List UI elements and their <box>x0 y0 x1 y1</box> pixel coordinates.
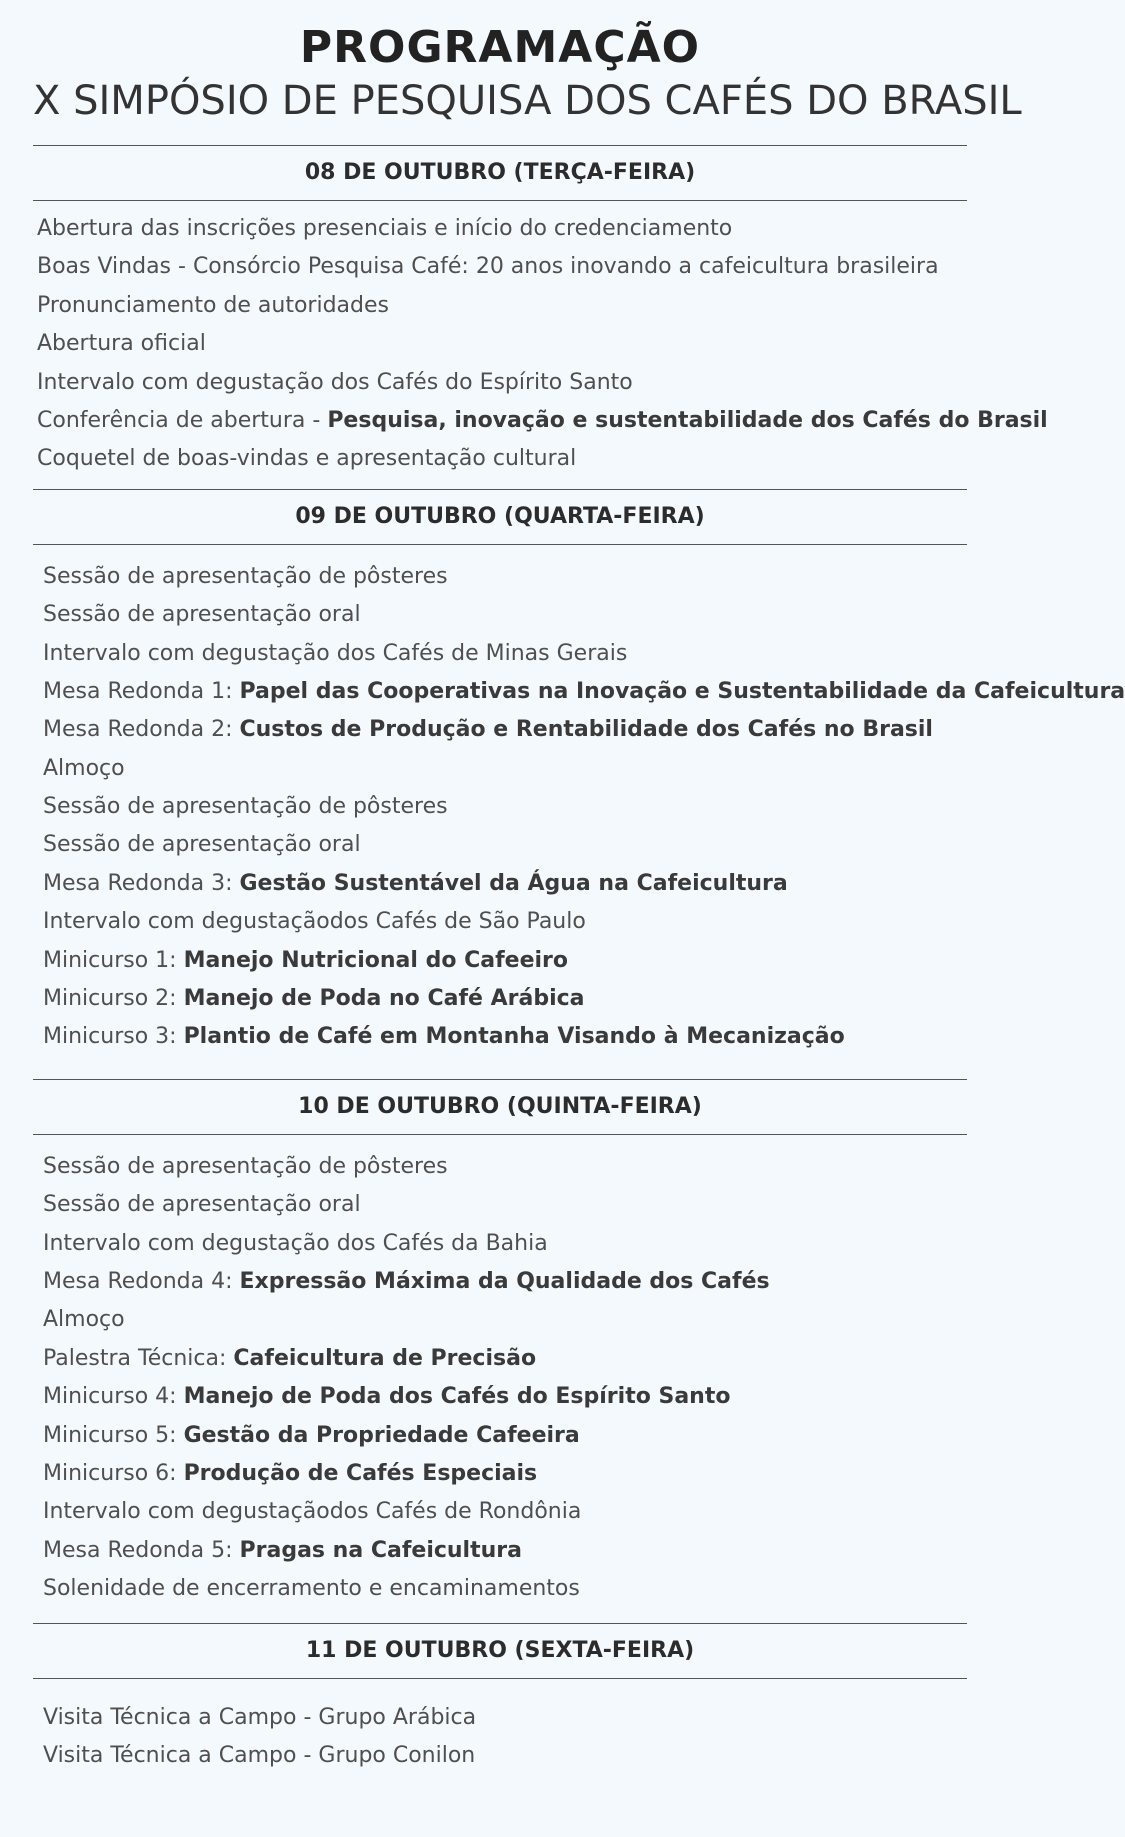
schedule-item-label: Sessão de apresentação oral <box>43 1192 361 1218</box>
schedule-item-label: Palestra Técnica: <box>43 1345 234 1371</box>
schedule-item <box>43 980 967 1018</box>
schedule-item <box>37 440 967 478</box>
schedule-item-topic: Cafeicultura de Precisão <box>233 1345 537 1371</box>
day-items <box>33 545 1125 1079</box>
schedule-item-label: Mesa Redonda 4: <box>43 1268 240 1294</box>
schedule-item <box>43 711 967 749</box>
schedule-item <box>43 788 967 826</box>
schedule-item-label: Minicurso 2: <box>43 986 184 1012</box>
schedule-item-topic: Custos de Produção e Rentabilidade dos Cafés no Brasil <box>239 717 933 743</box>
schedule-item-label: Minicurso 5: <box>43 1422 184 1448</box>
schedule-item-topic: Pragas na Cafeicultura <box>239 1537 522 1563</box>
schedule-item-label: Minicurso 6: <box>43 1460 184 1486</box>
schedule-item-topic: Expressão Máxima da Qualidade dos Cafés <box>239 1268 770 1294</box>
day-section-09 <box>33 489 1125 1079</box>
schedule-item-label: Intervalo com degustação dos Cafés da Bahia <box>43 1230 548 1256</box>
schedule-item-topic: Gestão Sustentável da Água na Cafeicultura <box>239 870 788 896</box>
day-heading: 11 DE OUTUBRO (SEXTA-FEIRA) <box>33 1623 967 1679</box>
schedule-item <box>43 1417 967 1455</box>
schedule-page <box>33 0 1125 1775</box>
schedule-item-topic: Plantio de Café em Montanha Visando à Mecanização <box>183 1024 845 1050</box>
schedule-item-label: Mesa Redonda 3: <box>43 870 240 896</box>
schedule-item-label: Coquetel de boas-vindas e apresentação cultural <box>37 446 577 472</box>
schedule-item <box>37 402 1048 440</box>
schedule-item-label: Minicurso 3: <box>43 1024 184 1050</box>
schedule-item <box>37 287 967 325</box>
schedule-item-label: Mesa Redonda 5: <box>43 1537 240 1563</box>
schedule-item-label: Intervalo com degustaçãodos Cafés de Rondônia <box>43 1499 582 1525</box>
schedule-item-label: Almoço <box>43 755 125 781</box>
schedule-item-label: Sessão de apresentação de pôsteres <box>43 1153 448 1179</box>
schedule-item-label: Abertura das inscrições presenciais e início do credenciamento <box>37 216 733 241</box>
schedule-item-label: Visita Técnica a Campo - Grupo Conilon <box>43 1742 476 1768</box>
schedule-item <box>43 903 967 941</box>
schedule-item-label: Intervalo com degustação dos Cafés de Minas Gerais <box>43 640 628 666</box>
schedule-item-label: Sessão de apresentação oral <box>43 602 361 628</box>
page-title: PROGRAMAÇÃO <box>299 22 701 73</box>
schedule-item <box>43 1148 967 1186</box>
schedule-item <box>43 596 967 634</box>
schedule-item-topic: Manejo de Poda no Café Arábica <box>183 986 585 1012</box>
schedule-item <box>43 1532 967 1570</box>
schedule-item <box>43 673 1125 711</box>
schedule-item-label: Minicurso 1: <box>43 947 184 973</box>
schedule-item <box>43 635 967 673</box>
schedule-item <box>37 364 967 402</box>
page-subtitle: X SIMPÓSIO DE PESQUISA DOS CAFÉS DO BRASIL <box>33 78 1022 124</box>
schedule-item-topic: Manejo Nutricional do Cafeeiro <box>183 947 569 973</box>
day-section-11 <box>33 1623 967 1776</box>
schedule-item <box>43 558 967 596</box>
schedule-item-topic: Manejo de Poda dos Cafés do Espírito Santo <box>183 1384 731 1410</box>
schedule-item-label: Minicurso 4: <box>43 1384 184 1410</box>
day-heading: 08 DE OUTUBRO (TERÇA-FEIRA) <box>33 145 967 201</box>
schedule-item <box>43 1225 967 1263</box>
schedule-item <box>43 1301 967 1339</box>
schedule-item-label: Pronunciamento de autoridades <box>37 292 389 318</box>
day-items <box>33 1135 967 1623</box>
schedule-item <box>43 1186 967 1224</box>
schedule-item-label: Solenidade de encerramento e encaminamentos <box>43 1576 580 1602</box>
schedule-item-label: Almoço <box>43 1307 125 1333</box>
schedule-item-topic: Produção de Cafés Especiais <box>183 1460 538 1486</box>
schedule-item <box>43 1699 967 1737</box>
schedule-item-label: Mesa Redonda 1: <box>43 678 240 704</box>
schedule-item <box>43 1340 967 1378</box>
day-section-10 <box>33 1079 967 1623</box>
schedule-item <box>43 1455 967 1493</box>
day-heading: 10 DE OUTUBRO (QUINTA-FEIRA) <box>33 1079 967 1135</box>
schedule-item <box>43 1378 967 1416</box>
schedule-item-topic: Papel das Cooperativas na Inovação e Sustentabilidade da Cafeicultura <box>239 678 1125 704</box>
schedule-item <box>37 210 967 248</box>
schedule-item-label: Intervalo com degustaçãodos Cafés de São Paulo <box>43 909 586 935</box>
schedule-item-label: Mesa Redonda 2: <box>43 717 240 743</box>
schedule-item-topic: Pesquisa, inovação e sustentabilidade dos Cafés do Brasil <box>327 407 1048 433</box>
schedule-item <box>37 325 967 363</box>
schedule-item-label: Sessão de apresentação de pôsteres <box>43 794 448 820</box>
day-heading: 09 DE OUTUBRO (QUARTA-FEIRA) <box>33 489 967 545</box>
schedule-item-label: Boas Vindas - Consórcio Pesquisa Café: 20 anos inovando a cafeicultura brasileira <box>37 254 939 280</box>
schedule-item <box>43 1493 967 1531</box>
schedule-item-label: Conferência de abertura - <box>37 407 328 433</box>
schedule-item-label: Sessão de apresentação de pôsteres <box>43 563 448 589</box>
schedule-item-label: Abertura oficial <box>37 331 206 357</box>
schedule-item <box>43 1570 967 1608</box>
schedule-item <box>43 826 967 864</box>
schedule-item <box>43 865 967 903</box>
schedule-item <box>43 1737 967 1775</box>
schedule-item <box>37 248 967 286</box>
schedule-item <box>43 942 967 980</box>
schedule-item <box>43 1263 967 1301</box>
day-section-08 <box>33 145 1048 489</box>
day-items <box>33 1679 967 1776</box>
schedule-item <box>43 750 967 788</box>
schedule-item-topic: Gestão da Propriedade Cafeeira <box>183 1422 580 1448</box>
schedule-item-label: Intervalo com degustação dos Cafés do Espírito Santo <box>37 369 633 395</box>
schedule-item-label: Visita Técnica a Campo - Grupo Arábica <box>43 1704 477 1730</box>
schedule-item-label: Sessão de apresentação oral <box>43 832 361 858</box>
day-items <box>33 201 1048 489</box>
schedule-item <box>43 1018 967 1056</box>
